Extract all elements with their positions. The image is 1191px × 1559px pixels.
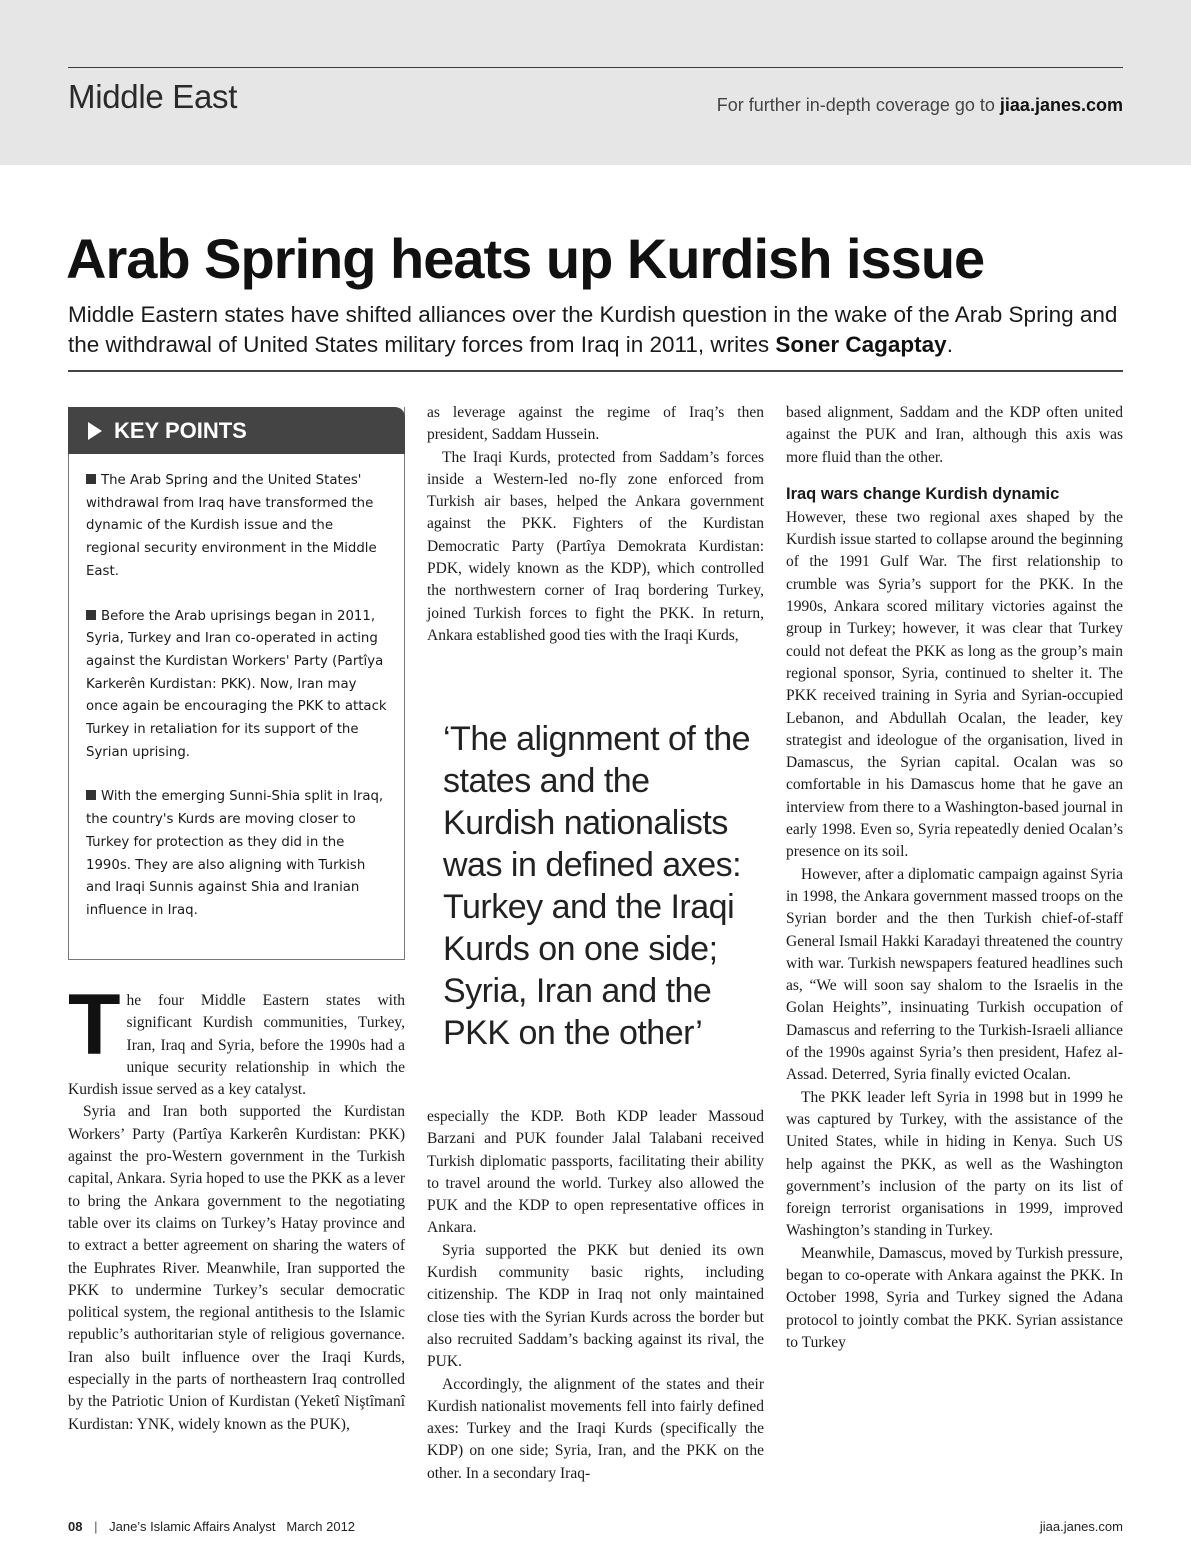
square-bullet-icon <box>86 610 96 620</box>
drop-cap: T <box>68 977 121 1073</box>
body-paragraph: Syria and Iran both supported the Kurdistan Workers’ Party (Partîya Karkerên Kurdistan: PKK) against the pro-Western government in the Turkish capital, Ankara. Syria hoped to use the PKK as a lever to bring the Ankara government to the negotiating table over its claims on Turkey’s Hatay province and to extract a better agreement on sharing the waters of the Euphrates River. Meanwhile, Iran supported the PKK to undermine Turkey’s secular democratic political system, the regional antithesis to the Islamic republic’s authoritarian style of religious governance. Iran also built influence over the Iraqi Kurds, especially in the parts of northeastern Iraq controlled by the Patriotic Union of Kurdistan (Yeketî Niştîmanî Kurdistan: YNK, widely known as the PUK), <box>68 1103 405 1433</box>
key-point-text: Before the Arab uprisings began in 2011, Syria, Turkey and Iran co-operated in acting against the Kurdistan Workers' Party (Partîya Karkerên Kurdistan: PKK). Now, Iran may once again be encouraging the PKK to attack Turkey in retaliation for its support of the Syrian uprising. <box>86 608 387 760</box>
article-author: Soner Cagaptay <box>775 332 947 357</box>
header-rule <box>68 67 1123 68</box>
issue-date: March 2012 <box>286 1519 356 1534</box>
key-points-title: KEY POINTS <box>114 418 247 443</box>
key-point-text: With the emerging Sunni-Shia split in Iraq, the country's Kurds are moving closer to Turkey for protection as they did in the 1990s. They are also aligning with Turkish and Iraqi Sunnis against Shia and Iranian influence in Iraq. <box>86 789 384 918</box>
standfirst-end: . <box>946 332 953 357</box>
body-column-3 <box>786 402 1123 1354</box>
article-headline: Arab Spring heats up Kurdish issue <box>66 227 985 290</box>
further-coverage <box>717 95 1123 116</box>
key-point <box>86 470 391 584</box>
page-footer <box>68 1519 355 1534</box>
section-title: Middle East <box>68 78 238 115</box>
key-point-text: The Arab Spring and the United States' withdrawal from Iraq have transformed the dynamic of the Kurdish issue and the regional security environment in the Middle East. <box>86 473 377 579</box>
body-paragraph-text: he four Middle Eastern states with significant Kurdish communities, Turkey, Iran, Iraq and Syria, before the 1990s had a unique security relationship in which the Kurdish issue served as a key catalyst. <box>68 992 405 1099</box>
key-points-header <box>68 407 405 454</box>
square-bullet-icon <box>86 790 96 800</box>
body-paragraph: However, after a diplomatic campaign against Syria in 1998, the Ankara government massed troops on the Syrian border and the then Turkish chief-of-staff General Ismail Hakki Karadayi threatened the country with war. Turkish newspapers featured headlines such as, “We will soon say shalom to the Israelis in the Golan Heights”, insinuating Turkish occupation of Damascus and referring to the Turkish-Israeli alliance of the 1990s against Syria’s then president, Hafez al-Assad. Deterred, Syria finally evicted Ocalan. <box>786 865 1123 1084</box>
body-paragraph: The PKK leader left Syria in 1998 but in 1999 he was captured by Turkey, with the assistance of the United States, while in hiding in Kenya. Such US help against the PKK, as well as the Washington government’s inclusion of the party on its list of foreign terrorist organisations in 1999, improved Washington’s standing in Turkey. <box>786 1088 1123 1240</box>
body-paragraph: The Iraqi Kurds, protected from Saddam’s forces inside a Western-led no-fly zone enforced from Turkish air bases, helped the Ankara government against the PKK. Fighters of the Kurdistan Democratic Party (Partîya Demokrata Kurdistan: PDK, widely known as the KDP), which controlled the northwestern corner of Iraq bordering Turkey, joined Turkish forces to fight the PKK. In return, Ankara established good ties with the Iraqi Kurds, <box>427 448 764 644</box>
body-paragraph: Meanwhile, Damascus, moved by Turkish pressure, began to co-operate with Ankara against the PKK. In October 1998, Syria and Turkey signed the Adana protocol to jointly combat the PKK. Syrian assistance to Turkey <box>786 1244 1123 1351</box>
key-point <box>86 606 391 765</box>
body-paragraph: as leverage against the regime of Iraq’s then president, Saddam Hussein. <box>427 404 764 444</box>
key-points-list <box>86 470 391 945</box>
body-column-2-bottom <box>427 1106 764 1485</box>
section-subheading: Iraq wars change Kurdish dynamic <box>786 484 1060 503</box>
body-paragraph: based alignment, Saddam and the KDP often united against the PUK and Iran, although this axis was more fluid than the other. <box>786 404 1123 466</box>
body-paragraph <box>68 977 405 1101</box>
triangle-arrow-icon <box>88 422 102 440</box>
further-coverage-text: For further in-depth coverage go to <box>716 95 995 115</box>
body-paragraph: especially the KDP. Both KDP leader Massoud Barzani and PUK founder Jalal Talabani received Turkish diplomatic passports, facilitating their ability to travel around the world. Turkey also allowed the PUK and the KDP to open representative offices in Ankara. <box>427 1108 764 1237</box>
body-paragraph: Accordingly, the alignment of the states and their Kurdish nationalist movements fell into fairly defined axes: Turkey and the Iraqi Kurds (specifically the KDP) on one side; Syria, Iran, and the PKK on the other. In a secondary Iraq- <box>427 1375 764 1482</box>
square-bullet-icon <box>86 474 96 484</box>
publication-name: Jane’s Islamic Affairs Analyst <box>109 1519 276 1534</box>
page-number: 08 <box>68 1519 83 1534</box>
footer-site[interactable]: jiaa.janes.com <box>1039 1519 1123 1534</box>
body-paragraph: Syria supported the PKK but denied its own Kurdish community basic rights, including citizenship. The KDP in Iraq not only maintained close ties with the Syrian Kurds across the border but also recruited Saddam’s backing against its rival, the PUK. <box>427 1241 764 1371</box>
key-point <box>86 786 391 922</box>
body-paragraph: However, these two regional axes shaped by the Kurdish issue started to collapse around the beginning of the 1991 Gulf War. The first relationship to crumble was Syria’s support for the PKK. In the 1990s, Ankara scored military victories against the group in Turkey; however, it was clear that Turkey could not defeat the PKK as long as the group’s main regional sponsor, Syria, continued to shelter it. The PKK received training in Syria and Syrian-occupied Lebanon, and Abdullah Ocalan, the leader, key strategist and ideologue of the organisation, lived in Damascus, the Syrian capital. Ocalan was so comfortable in his Damascus home that he gave an interview from there to a Washington-based journal in early 1998. Even so, Syria repeatedly denied Ocalan’s presence on its soil. <box>786 508 1123 861</box>
headline-rule <box>68 370 1123 372</box>
pull-quote: ‘The alignment of the states and the Kurdish nationalists was in defined axes: Turkey and the Iraqi Kurds on one side; Syria, Iran and the PKK on the other’ <box>443 720 751 1052</box>
article-standfirst <box>68 300 1128 360</box>
further-coverage-link[interactable]: jiaa.janes.com <box>999 95 1123 115</box>
standfirst-text: Middle Eastern states have shifted alliances over the Kurdish question in the wake of the Arab Spring and the withdrawal of United States military forces from Iraq in 2011, writes <box>68 302 1118 357</box>
footer-separator: | <box>94 1519 98 1534</box>
body-column-2-top <box>427 402 764 647</box>
body-column-1 <box>68 977 405 1436</box>
